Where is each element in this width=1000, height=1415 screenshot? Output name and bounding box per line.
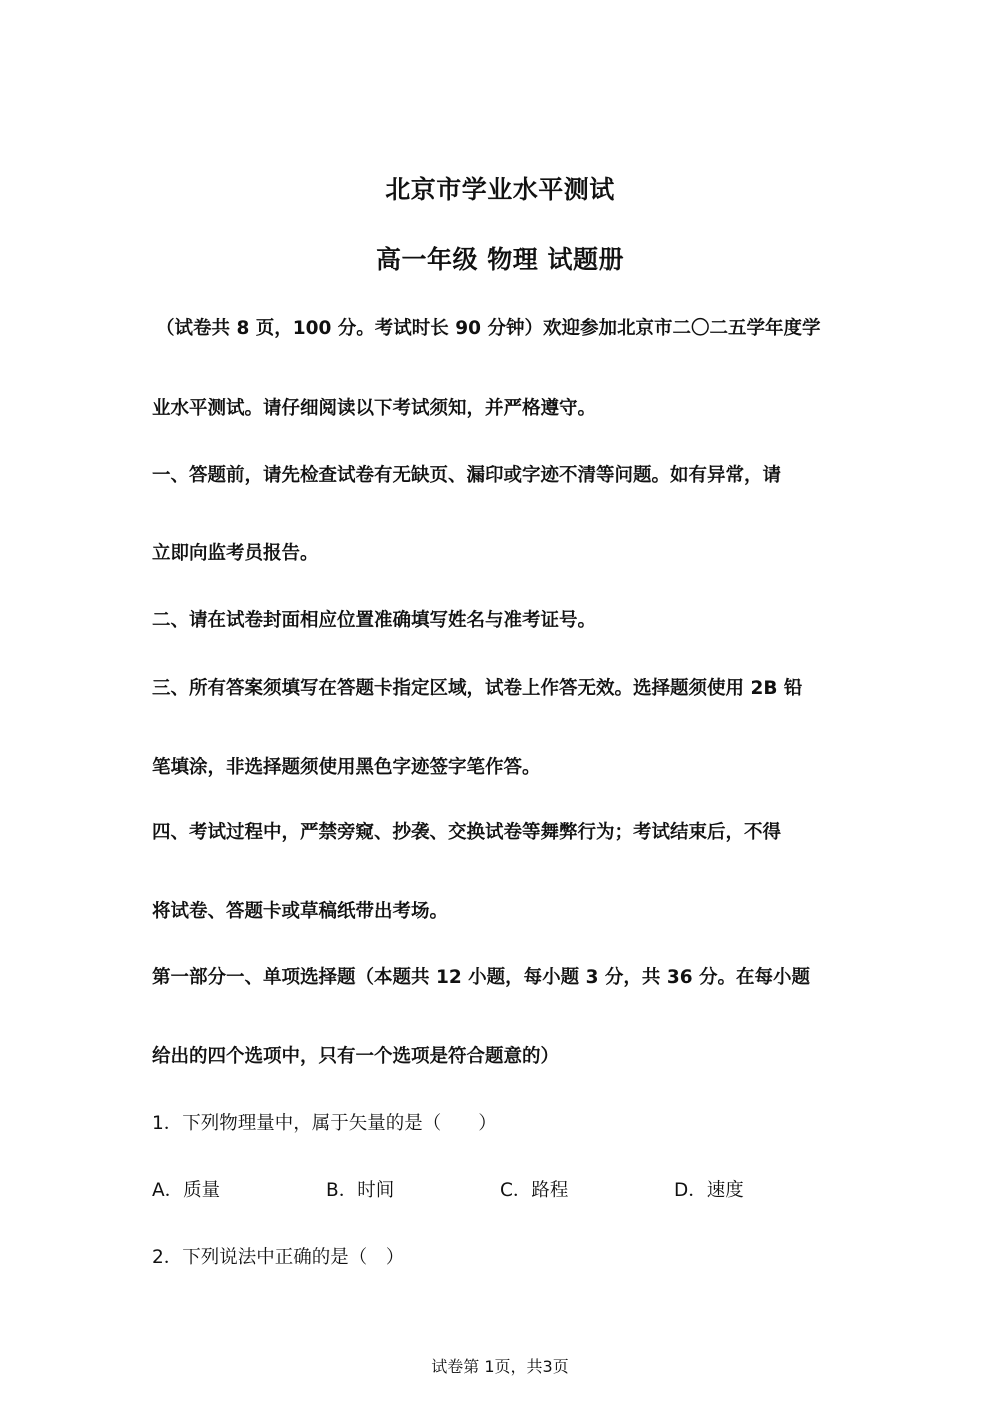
instruction-line: 四、考试过程中，严禁旁窥、抄袭、交换试卷等舞弊行为；考试结束后，不得	[152, 822, 782, 843]
page-footer: 试卷第 1页，共3页	[431, 1357, 569, 1376]
instruction-line: （试卷共 8 页，100 分。考试时长 90 分钟）欢迎参加北京市二〇二五学年度学	[156, 318, 821, 339]
option-b: B．时间	[326, 1180, 395, 1201]
section-heading: 第一部分一、单项选择题（本题共 12 小题，每小题 3 分，共 36 分。在每小题	[152, 967, 811, 988]
instruction-line: 一、答题前，请先检查试卷有无缺页、漏印或字迹不清等问题。如有异常，请	[152, 465, 782, 486]
instruction-line: 将试卷、答题卡或草稿纸带出考场。	[152, 901, 449, 922]
exam-title: 北京市学业水平测试	[385, 175, 615, 204]
question-1-options	[152, 1178, 852, 1204]
instruction-line: 立即向监考员报告。	[152, 543, 319, 564]
instruction-line: 业水平测试。请仔细阅读以下考试须知，并严格遵守。	[152, 398, 597, 419]
option-d: D．速度	[674, 1180, 744, 1201]
instruction-line: 二、请在试卷封面相应位置准确填写姓名与准考证号。	[152, 610, 597, 631]
instruction-line: 三、所有答案须填写在答题卡指定区域，试卷上作答无效。选择题须使用 2B 铅	[152, 678, 803, 699]
section-heading: 给出的四个选项中，只有一个选项是符合题意的）	[152, 1046, 560, 1067]
option-c: C．路程	[500, 1180, 569, 1201]
option-a: A．质量	[152, 1180, 221, 1201]
question-2-stem: 2．下列说法中正确的是（ ）	[152, 1247, 405, 1268]
exam-subtitle: 高一年级 物理 试题册	[376, 245, 624, 274]
question-1-stem: 1．下列物理量中，属于矢量的是（ ）	[152, 1113, 497, 1134]
instruction-line: 笔填涂，非选择题须使用黑色字迹签字笔作答。	[152, 757, 541, 778]
